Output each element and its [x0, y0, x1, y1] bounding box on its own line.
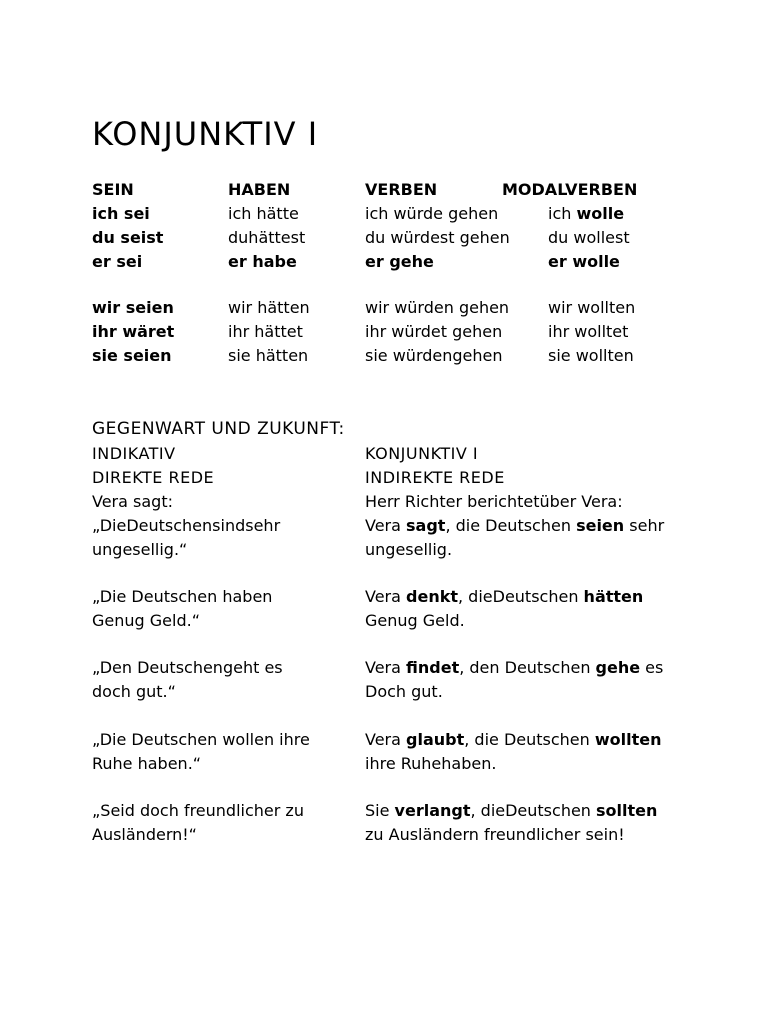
quote-line: „DieDeutschensindsehr: [92, 516, 281, 535]
example-direct: [92, 728, 354, 776]
report-text: , den Deutschen: [459, 658, 596, 677]
verben-form: ich würde gehen: [365, 204, 499, 223]
table-row: [92, 202, 752, 226]
modalverb-form: [548, 202, 624, 226]
report-text: Vera: [365, 587, 407, 606]
header-sein: SEIN: [92, 180, 134, 199]
haben-form: wir hätten: [228, 298, 310, 317]
header-modalverben: MODALVERBEN: [502, 180, 638, 199]
verben-form: wir würden gehen: [365, 298, 510, 317]
konjunktiv-heading: KONJUNKTIV I: [365, 444, 479, 463]
direct-speech-column: [92, 442, 354, 514]
report-text: , dieDeutschen: [470, 801, 597, 820]
report-text: , die Deutschen: [464, 730, 595, 749]
header-verben: VERBEN: [365, 180, 438, 199]
report-text: , die Deutschen: [445, 516, 577, 535]
reporting-verb: glaubt: [406, 730, 465, 749]
haben-form: er habe: [228, 252, 297, 271]
reporting-verb: sagt: [406, 516, 446, 535]
verben-form: sie würdengehen: [365, 346, 503, 365]
table-row: [92, 250, 752, 274]
report-text: Vera: [365, 516, 407, 535]
example-indirect: [365, 656, 755, 704]
example-indirect: [365, 514, 755, 562]
quote-line: doch gut.“: [92, 682, 176, 701]
report-line: zu Ausländern freundlicher sein!: [365, 825, 625, 844]
section-title: GEGENWART UND ZUKUNFT:: [92, 419, 345, 439]
quote-line: Ruhe haben.“: [92, 754, 202, 773]
intro-text: Herr Richter berichtetüber Vera:: [365, 492, 623, 511]
modalverb-pronoun: ihr wolltet: [548, 322, 629, 341]
sein-form: sie seien: [92, 346, 172, 365]
example-indirect: [365, 585, 755, 633]
konjunktiv-verb: gehe: [595, 658, 641, 677]
quote-line: „Den Deutschengeht es: [92, 658, 283, 677]
quote-line: Ausländern!“: [92, 825, 197, 844]
modalverb-pronoun: ich: [548, 204, 577, 223]
report-line: [365, 728, 755, 752]
table-row: [92, 344, 752, 368]
report-text: Vera: [365, 658, 407, 677]
report-line: [365, 656, 755, 680]
report-line: [365, 514, 755, 538]
report-text: es: [640, 658, 664, 677]
header-haben: HABEN: [228, 180, 291, 199]
page-title: KONJUNKTIV I: [92, 115, 319, 153]
report-line: [365, 799, 755, 823]
table-row: [92, 226, 752, 250]
reporting-verb: verlangt: [394, 801, 471, 820]
report-line: Doch gut.: [365, 682, 443, 701]
report-line: Genug Geld.: [365, 611, 465, 630]
quote-line: „Die Deutschen wollen ihre: [92, 730, 310, 749]
konjunktiv-verb: seien: [576, 516, 625, 535]
table-row: [92, 320, 752, 344]
report-text: Sie: [365, 801, 395, 820]
example-indirect: [365, 728, 755, 776]
modalverb-emphasis: wolle: [576, 204, 625, 223]
modalverb-form: [548, 226, 630, 250]
indirect-speech-column: [365, 442, 755, 514]
example-direct: [92, 799, 354, 847]
haben-form: duhättest: [228, 228, 306, 247]
modalverb-form: [548, 250, 620, 274]
konjunktiv-verb: wollten: [594, 730, 662, 749]
direkte-rede-heading: DIREKTE REDE: [92, 468, 215, 487]
haben-form: sie hätten: [228, 346, 309, 365]
report-line: [365, 585, 755, 609]
konjunktiv-verb: hätten: [583, 587, 644, 606]
report-text: Vera: [365, 730, 407, 749]
sein-form: du seist: [92, 228, 164, 247]
modalverb-emphasis: er wolle: [548, 252, 620, 271]
example-direct: [92, 585, 354, 633]
intro-text: Vera sagt:: [92, 492, 173, 511]
haben-form: ich hätte: [228, 204, 299, 223]
report-line: ungesellig.: [365, 540, 453, 559]
sein-form: ich sei: [92, 204, 150, 223]
example-direct: [92, 514, 354, 562]
quote-line: „Die Deutschen haben: [92, 587, 273, 606]
report-line: ihre Ruhehaben.: [365, 754, 497, 773]
sein-form: er sei: [92, 252, 143, 271]
indikativ-heading: INDIKATIV: [92, 444, 176, 463]
verben-form: er gehe: [365, 252, 434, 271]
table-header: [92, 178, 752, 202]
reporting-verb: findet: [406, 658, 460, 677]
konjunktiv-verb: sollten: [596, 801, 658, 820]
quote-line: „Seid doch freundlicher zu: [92, 801, 304, 820]
table-row: [92, 296, 752, 320]
example-direct: [92, 656, 354, 704]
indirekte-rede-heading: INDIREKTE REDE: [365, 468, 505, 487]
report-text: sehr: [624, 516, 665, 535]
sein-form: ihr wäret: [92, 322, 175, 341]
report-text: , dieDeutschen: [458, 587, 584, 606]
modalverb-form: [548, 320, 628, 344]
modalverb-pronoun: du wollest: [548, 228, 630, 247]
modalverb-form: [548, 344, 634, 368]
example-indirect: [365, 799, 755, 847]
modalverb-pronoun: wir wollten: [548, 298, 636, 317]
modalverb-form: [548, 296, 635, 320]
haben-form: ihr hättet: [228, 322, 303, 341]
reporting-verb: denkt: [406, 587, 458, 606]
quote-line: ungesellig.“: [92, 540, 188, 559]
sein-form: wir seien: [92, 298, 174, 317]
modalverb-pronoun: sie wollten: [548, 346, 634, 365]
quote-line: Genug Geld.“: [92, 611, 200, 630]
verben-form: du würdest gehen: [365, 228, 510, 247]
verben-form: ihr würdet gehen: [365, 322, 503, 341]
